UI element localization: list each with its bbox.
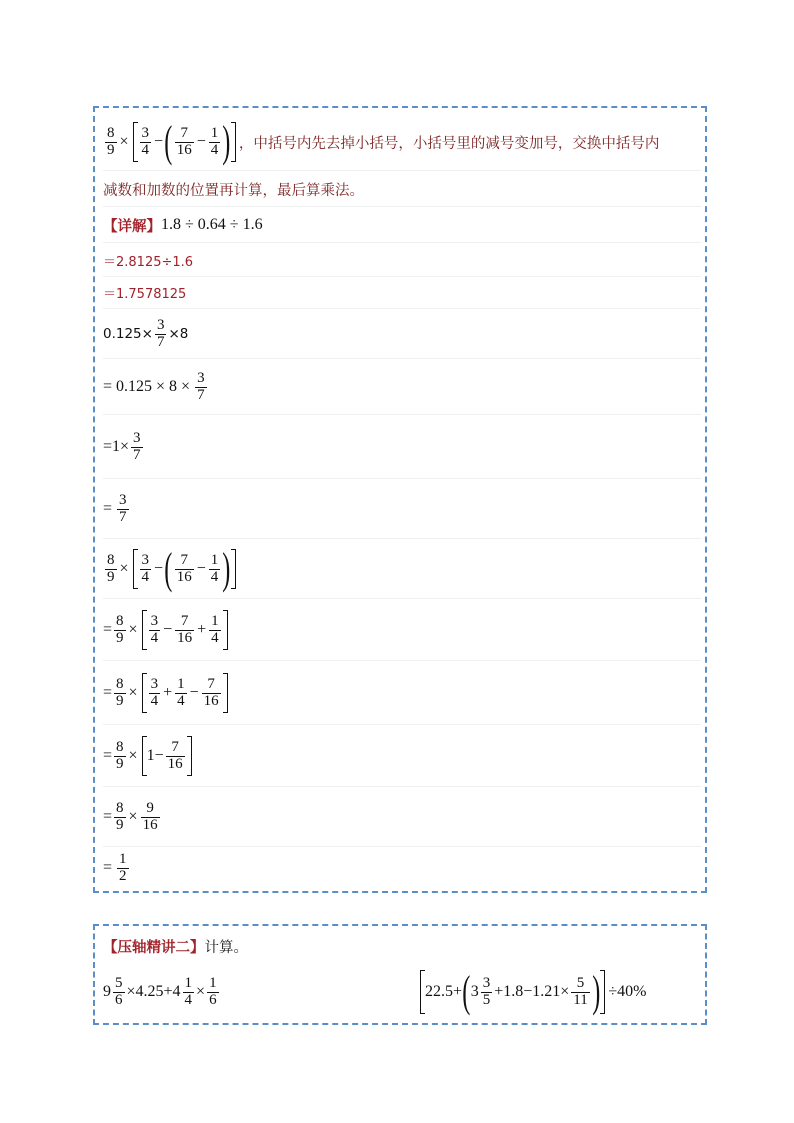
step-1a: ＝2.8125÷1.6 bbox=[103, 254, 194, 270]
explanation-text-1: ，中括号内先去掉小括号，小括号里的减号变加号，交换中括号内 bbox=[238, 135, 660, 152]
expression-3-row: $\frac{8}{9}$ × $\frac{3}{4}$ − ( $\frac{7}{16}$ − $\frac{1}{4}$ ) bbox=[103, 540, 701, 599]
expression-1: 1.8 ÷ 0.64 ÷ 1.6 bbox=[161, 216, 263, 233]
step-1b: ＝1.7578125 bbox=[103, 286, 187, 302]
detail-tag: 【详解】 bbox=[103, 218, 161, 235]
exercise-row bbox=[103, 964, 701, 1020]
step-row: = $\frac{8}{9}$ × $\frac{3}{4}$ − $\frac{7}{16}$ + $\frac{1}{4}$ bbox=[103, 600, 701, 661]
exercise-header bbox=[103, 932, 701, 960]
step-row: = $\frac{3}{7}$ bbox=[103, 480, 701, 539]
step-row bbox=[103, 244, 701, 277]
expression-2-row: 0.125× $\frac{3}{7}$ ×8 bbox=[103, 310, 701, 359]
exercise-panel bbox=[93, 924, 707, 1025]
step-row: = $\frac{8}{9}$ × $\frac{9}{16}$ bbox=[103, 788, 701, 847]
problem-b: 22.5+ ( 3 $\frac{3}{5}$ +1.8−1.21× $\frac{5}{11}$ ) ÷40% bbox=[417, 970, 646, 1014]
bracket-expression: $\frac{8}{9}$ × $\frac{3}{4}$ − ( $\frac{7}{16}$ − $\frac{1}{4}$ ) bbox=[103, 122, 239, 162]
solution-panel bbox=[93, 106, 707, 893]
step-row: = $\frac{8}{9}$ × 1− $\frac{7}{16}$ bbox=[103, 726, 701, 787]
explanation-text-2: 减数和加数的位置再计算，最后算乘法。 bbox=[103, 182, 364, 199]
step-row: = 0.125 × 8 × $\frac{3}{7}$ bbox=[103, 360, 701, 415]
detail-row bbox=[103, 208, 701, 243]
step-row: = $\frac{1}{2}$ bbox=[103, 850, 127, 884]
problem-a: 9 $\frac{5}{6}$ ×4.25+4 $\frac{1}{4}$ × $\frac{1}{6}$ bbox=[103, 974, 217, 1008]
step-row: =1× $\frac{3}{7}$ bbox=[103, 416, 701, 479]
fraction: $\frac{8}{9}$ bbox=[107, 124, 115, 158]
step-row bbox=[103, 276, 701, 309]
step-row: = $\frac{8}{9}$ × $\frac{3}{4}$ + $\frac{1}{4}$ − $\frac{7}{16}$ bbox=[103, 662, 701, 725]
exercise-tag: 【压轴精讲二】 bbox=[103, 939, 205, 956]
exercise-title: 计算。 bbox=[204, 939, 248, 956]
analysis-row-2 bbox=[103, 172, 701, 207]
analysis-row-1 bbox=[103, 114, 701, 171]
